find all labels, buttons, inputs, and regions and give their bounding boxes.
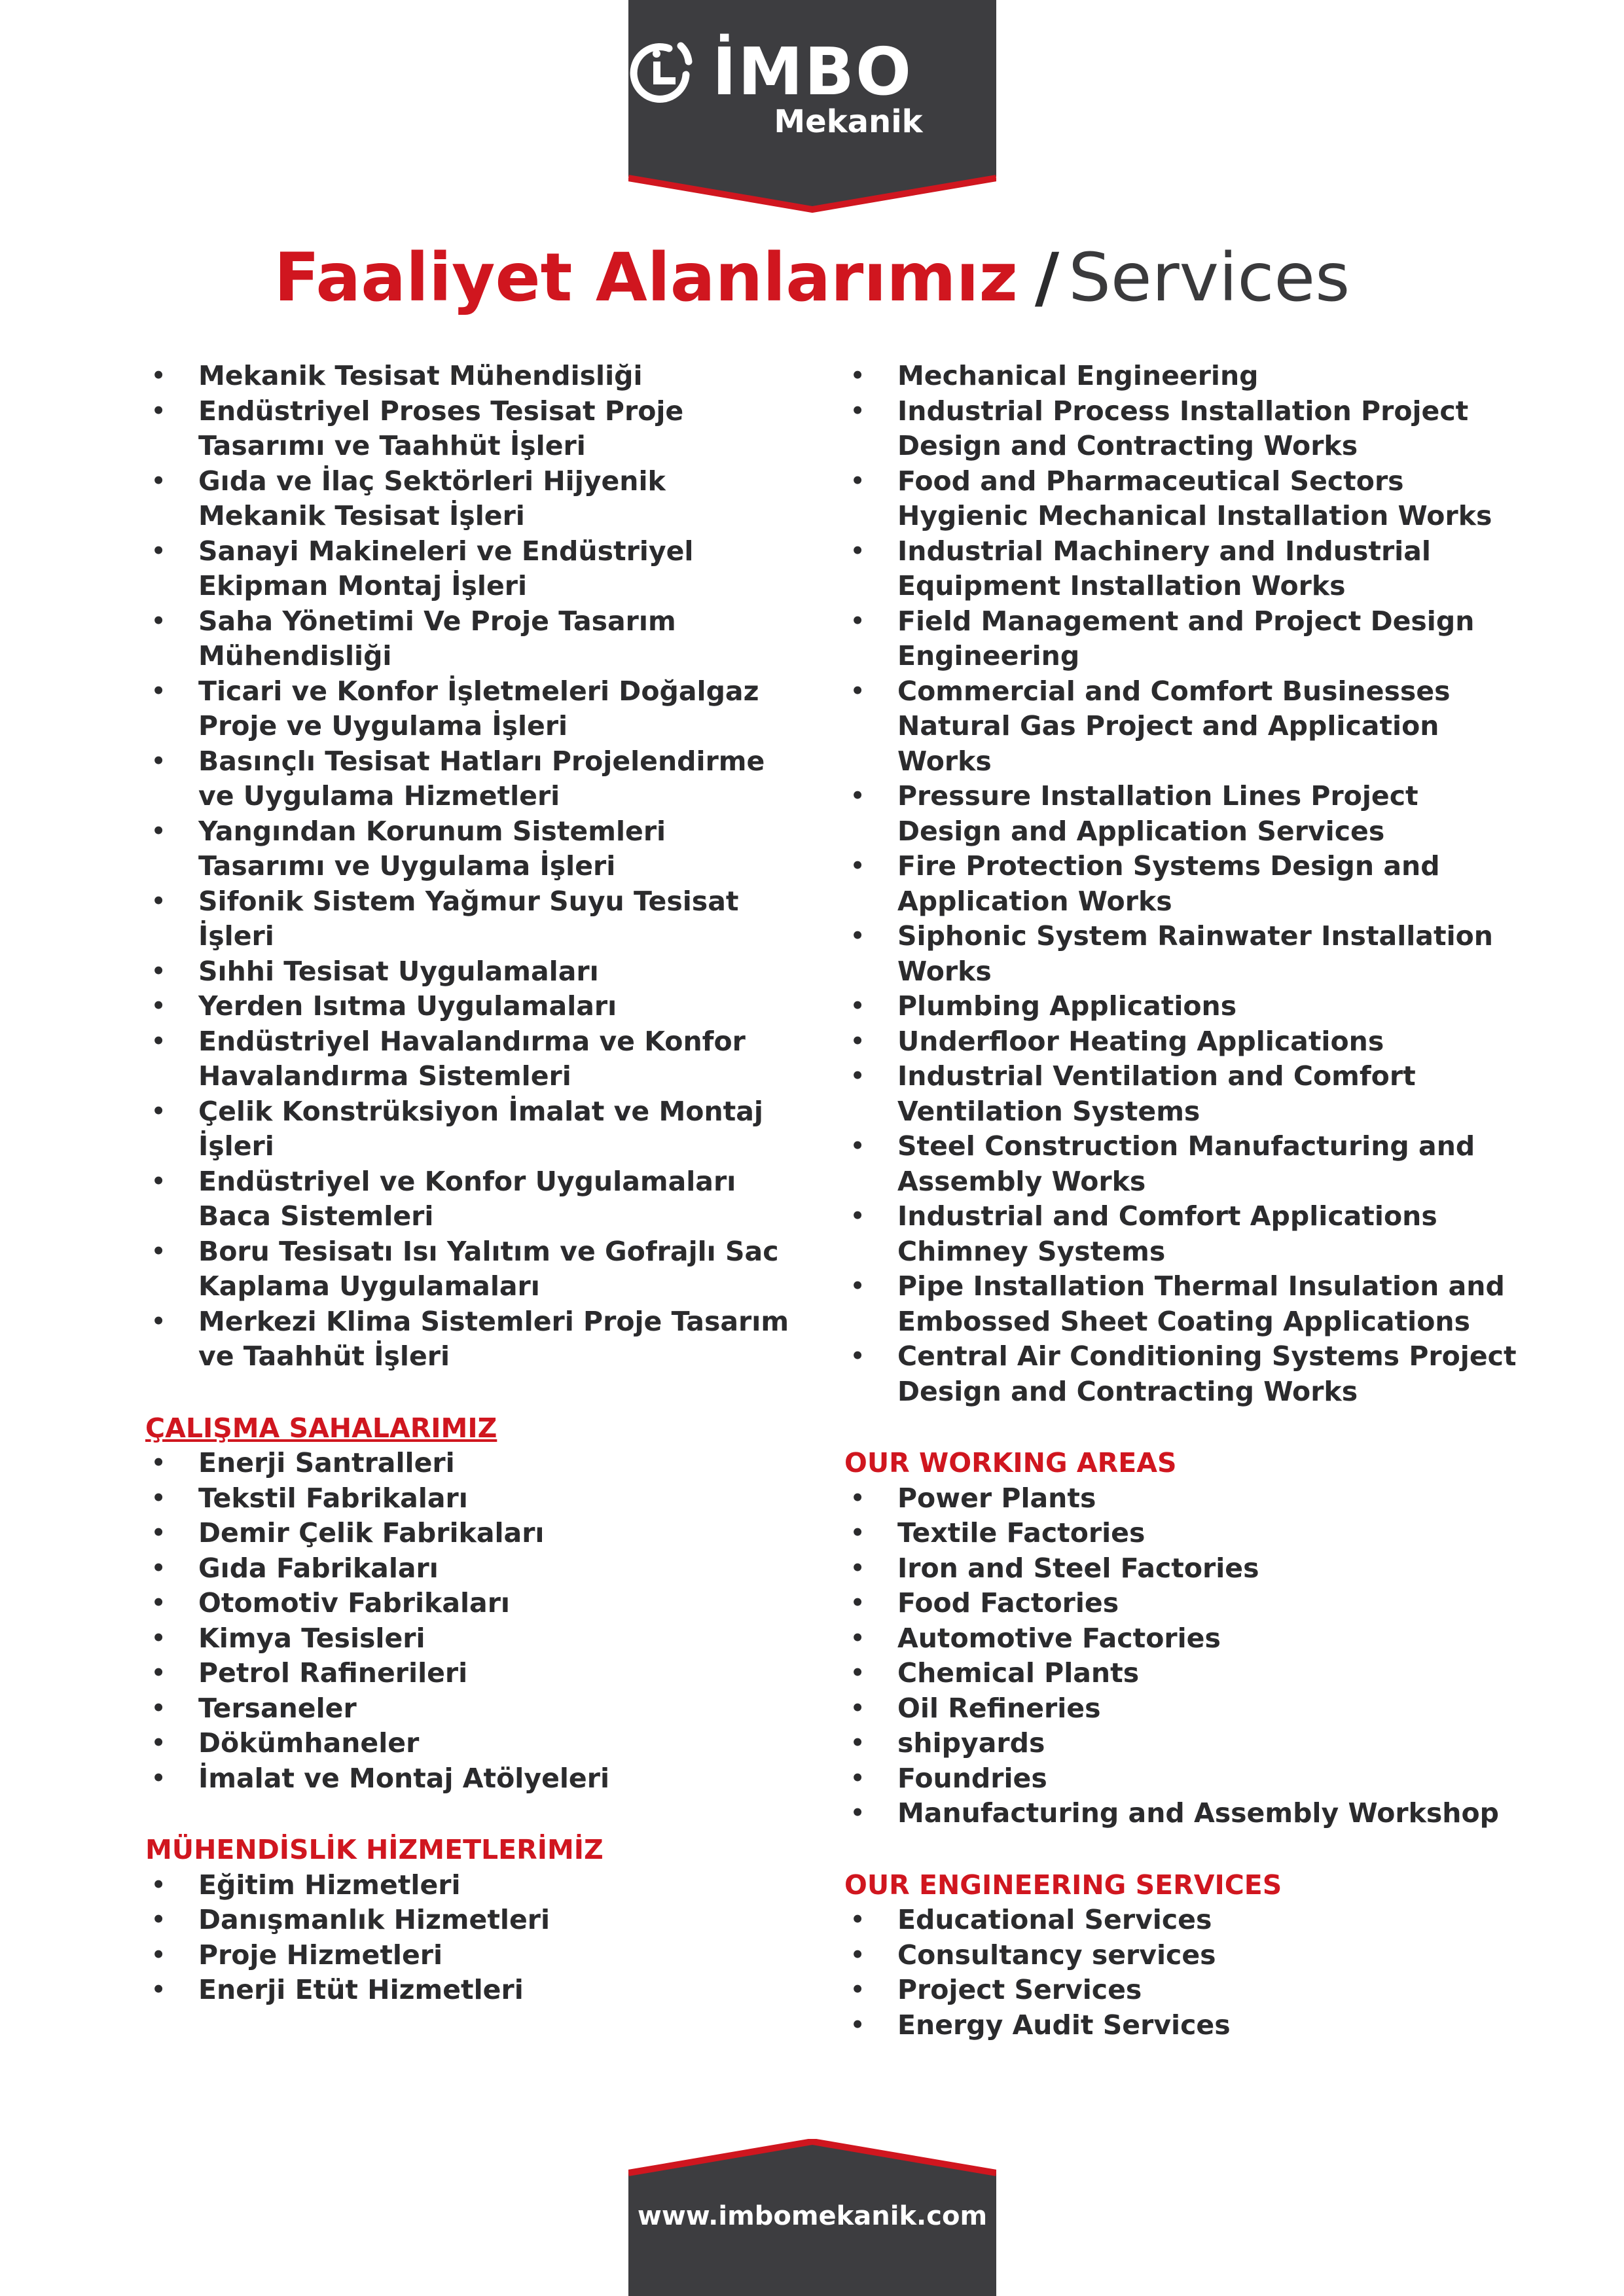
- list-item-text: Pressure Installation Lines Project Design and Application Services: [897, 780, 1418, 847]
- list-item: [844, 1481, 1525, 1516]
- list-item: [145, 1656, 800, 1691]
- left-working-title: ÇALIŞMA SAHALARIMIZ: [145, 1412, 497, 1444]
- list-item-text: Basınçlı Tesisat Hatları Projelendirme ve Uygulama Hizmetleri: [198, 745, 765, 812]
- page-title: [0, 236, 1624, 321]
- list-item: [145, 674, 800, 744]
- list-item: [844, 1059, 1525, 1129]
- list-item-text: Boru Tesisatı Isı Yalıtım ve Gofrajlı Sac Kaplama Uygulamaları: [198, 1235, 779, 1302]
- list-item: [145, 744, 800, 814]
- list-item: [145, 1761, 800, 1797]
- list-item-text: Danışmanlık Hizmetleri: [198, 1904, 550, 1935]
- list-item-text: Industrial Machinery and Industrial Equipment Installation Works: [897, 535, 1431, 601]
- list-item-text: Industrial and Comfort Applications Chimney Systems: [897, 1200, 1437, 1267]
- list-item-text: Fire Protection Systems Design and Application Works: [897, 850, 1440, 917]
- bullet-icon: •: [850, 920, 866, 952]
- bullet-icon: •: [850, 1200, 866, 1232]
- list-item-text: Siphonic System Rainwater Installation Works: [897, 920, 1493, 987]
- list-item: [145, 394, 800, 464]
- list-item: [844, 779, 1525, 849]
- bullet-icon: •: [850, 1904, 866, 1935]
- list-item: [145, 1481, 800, 1516]
- list-item: [145, 1551, 800, 1587]
- list-item: [145, 1973, 800, 2008]
- bullet-icon: •: [151, 1904, 167, 1935]
- list-item-text: Petrol Rafinerileri: [198, 1657, 468, 1689]
- list-item: [145, 1586, 800, 1621]
- list-item-text: Pipe Installation Thermal Insulation and Embossed Sheet Coating Applications: [897, 1270, 1505, 1337]
- bullet-icon: •: [850, 850, 866, 882]
- bullet-icon: •: [850, 1974, 866, 2005]
- list-item-text: Endüstriyel ve Konfor Uygulamaları Baca Sistemleri: [198, 1165, 736, 1232]
- footer-banner: [628, 2139, 996, 2296]
- bullet-icon: •: [850, 1340, 866, 1372]
- list-item-text: Endüstriyel Havalandırma ve Konfor Havalandırma Sistemleri: [198, 1025, 746, 1092]
- list-item: [145, 1304, 800, 1374]
- list-item-text: Gıda Fabrikaları: [198, 1552, 439, 1584]
- list-item: [145, 359, 800, 394]
- list-item: [844, 534, 1525, 604]
- list-item: [145, 1446, 800, 1481]
- bullet-icon: •: [151, 465, 167, 497]
- list-item: [145, 1094, 800, 1164]
- list-item: [844, 919, 1525, 989]
- list-item-text: Yerden Isıtma Uygulamaları: [198, 990, 617, 1022]
- bullet-icon: •: [151, 535, 167, 567]
- list-item-text: Saha Yönetimi Ve Proje Tasarım Mühendisliği: [198, 605, 676, 672]
- list-item: [145, 1903, 800, 1938]
- bullet-icon: •: [151, 1727, 167, 1759]
- list-item: [844, 2008, 1525, 2043]
- website-link[interactable]: www.imbomekanik.com: [637, 2201, 988, 2231]
- list-item-text: Gıda ve İlaç Sektörleri Hijyenik Mekanik Tesisat İşleri: [198, 465, 666, 531]
- list-item-text: Tersaneler: [198, 1692, 357, 1724]
- bullet-icon: •: [151, 1447, 167, 1479]
- bullet-icon: •: [850, 1587, 866, 1619]
- left-engineering-list: [145, 1868, 800, 2008]
- bullet-icon: •: [151, 675, 167, 707]
- list-item: [844, 1339, 1525, 1409]
- bullet-icon: •: [151, 1517, 167, 1549]
- bullet-icon: •: [850, 1657, 866, 1689]
- list-item-text: Food and Pharmaceutical Sectors Hygienic Mechanical Installation Works: [897, 465, 1492, 531]
- bullet-icon: •: [850, 1727, 866, 1759]
- bullet-icon: •: [850, 1270, 866, 1302]
- list-item-text: Mechanical Engineering: [897, 360, 1259, 391]
- list-item: [145, 1516, 800, 1551]
- list-item-text: Textile Factories: [897, 1517, 1146, 1549]
- right-column: [844, 359, 1525, 2043]
- list-item-text: Enerji Etüt Hizmetleri: [198, 1974, 524, 2005]
- bullet-icon: •: [151, 1974, 167, 2005]
- list-item: [145, 1024, 800, 1094]
- list-item-text: Kimya Tesisleri: [198, 1622, 425, 1654]
- bullet-icon: •: [151, 1235, 167, 1267]
- list-item: [844, 1516, 1525, 1551]
- list-item: [145, 884, 800, 954]
- bullet-icon: •: [850, 1482, 866, 1514]
- list-item: [844, 1656, 1525, 1691]
- bullet-icon: •: [151, 1869, 167, 1901]
- list-item: [145, 954, 800, 990]
- list-item-text: Project Services: [897, 1974, 1142, 2005]
- bullet-icon: •: [151, 1939, 167, 1971]
- list-item: [844, 1621, 1525, 1657]
- list-item-text: Sıhhi Tesisat Uygulamaları: [198, 955, 599, 987]
- brand-sub: Mekanik: [774, 103, 923, 140]
- title-tr: Faaliyet Alanlarımız: [274, 239, 1018, 317]
- list-item: [844, 1761, 1525, 1797]
- left-activities-list: [145, 359, 800, 1374]
- list-item: [844, 1938, 1525, 1973]
- list-item: [145, 604, 800, 674]
- bullet-icon: •: [151, 955, 167, 987]
- bullet-icon: •: [151, 1762, 167, 1794]
- list-item: [145, 814, 800, 884]
- header-banner: [628, 0, 996, 219]
- bullet-icon: •: [151, 745, 167, 777]
- bullet-icon: •: [151, 1692, 167, 1724]
- list-item: [844, 394, 1525, 464]
- bullet-icon: •: [151, 360, 167, 391]
- left-column: [145, 359, 800, 2008]
- list-item: [844, 989, 1525, 1024]
- bullet-icon: •: [850, 1517, 866, 1549]
- list-item: [844, 1586, 1525, 1621]
- bullet-icon: •: [850, 780, 866, 812]
- list-item: [844, 1269, 1525, 1339]
- list-item: [844, 849, 1525, 919]
- bullet-icon: •: [151, 605, 167, 637]
- bullet-icon: •: [850, 1622, 866, 1654]
- bullet-icon: •: [850, 1552, 866, 1584]
- bullet-icon: •: [850, 465, 866, 497]
- bullet-icon: •: [850, 1692, 866, 1724]
- list-item-text: Chemical Plants: [897, 1657, 1140, 1689]
- list-item-text: Otomotiv Fabrikaları: [198, 1587, 510, 1619]
- bullet-icon: •: [151, 1587, 167, 1619]
- list-item-text: Energy Audit Services: [897, 2009, 1231, 2041]
- list-item: [145, 1164, 800, 1234]
- list-item-text: shipyards: [897, 1727, 1045, 1759]
- list-item: [844, 674, 1525, 780]
- bullet-icon: •: [151, 990, 167, 1022]
- bullet-icon: •: [850, 1025, 866, 1057]
- bullet-icon: •: [151, 1622, 167, 1654]
- list-item: [145, 1868, 800, 1903]
- bullet-icon: •: [151, 395, 167, 427]
- imbo-logo-icon: [628, 39, 694, 105]
- title-en: Services: [1068, 239, 1350, 317]
- list-item-text: Central Air Conditioning Systems Project Design and Contracting Works: [897, 1340, 1517, 1407]
- list-item-text: Power Plants: [897, 1482, 1096, 1514]
- list-item-text: Industrial Process Installation Project Design and Contracting Works: [897, 395, 1469, 461]
- list-item-text: Endüstriyel Proses Tesisat Proje Tasarımı ve Taahhüt İşleri: [198, 395, 684, 461]
- list-item-text: Demir Çelik Fabrikaları: [198, 1517, 545, 1549]
- list-item-text: Tekstil Fabrikaları: [198, 1482, 468, 1514]
- bullet-icon: •: [850, 605, 866, 637]
- list-item-text: Automotive Factories: [897, 1622, 1221, 1654]
- bullet-icon: •: [850, 1762, 866, 1794]
- list-item-text: Sanayi Makineleri ve Endüstriyel Ekipman Montaj İşleri: [198, 535, 694, 601]
- bullet-icon: •: [151, 1165, 167, 1197]
- bullet-icon: •: [850, 1939, 866, 1971]
- list-item: [145, 1938, 800, 1973]
- bullet-icon: •: [151, 1482, 167, 1514]
- list-item-text: Sifonik Sistem Yağmur Suyu Tesisat İşleri: [198, 885, 739, 952]
- list-item-text: Proje Hizmetleri: [198, 1939, 443, 1971]
- bullet-icon: •: [850, 395, 866, 427]
- bullet-icon: •: [151, 1305, 167, 1337]
- list-item-text: Ticari ve Konfor İşletmeleri Doğalgaz Proje ve Uygulama İşleri: [198, 675, 759, 742]
- list-item-text: Eğitim Hizmetleri: [198, 1869, 461, 1901]
- list-item-text: Steel Construction Manufacturing and Assembly Works: [897, 1130, 1475, 1197]
- right-working-title: OUR WORKING AREAS: [844, 1447, 1177, 1479]
- bullet-icon: •: [151, 1552, 167, 1584]
- list-item: [844, 1796, 1525, 1831]
- list-item: [145, 1726, 800, 1761]
- right-engineering-title: OUR ENGINEERING SERVICES: [844, 1869, 1282, 1901]
- bullet-icon: •: [151, 1025, 167, 1057]
- bullet-icon: •: [850, 990, 866, 1022]
- list-item: [844, 464, 1525, 534]
- list-item: [844, 1129, 1525, 1199]
- left-engineering-title: MÜHENDİSLİK HİZMETLERİMİZ: [145, 1834, 604, 1865]
- list-item-text: İmalat ve Montaj Atölyeleri: [198, 1762, 610, 1794]
- bullet-icon: •: [850, 1060, 866, 1092]
- list-item: [145, 534, 800, 604]
- list-item-text: Plumbing Applications: [897, 990, 1237, 1022]
- list-item: [844, 1691, 1525, 1727]
- list-item-text: Manufacturing and Assembly Workshop: [897, 1797, 1499, 1829]
- bullet-icon: •: [850, 360, 866, 391]
- bullet-icon: •: [850, 2009, 866, 2041]
- list-item: [844, 604, 1525, 674]
- bullet-icon: •: [850, 1130, 866, 1162]
- list-item-text: Oil Refineries: [897, 1692, 1101, 1724]
- list-item-text: Commercial and Comfort Businesses Natural Gas Project and Application Works: [897, 675, 1451, 777]
- list-item-text: Mekanik Tesisat Mühendisliği: [198, 360, 643, 391]
- list-item: [145, 1621, 800, 1657]
- list-item: [145, 989, 800, 1024]
- list-item-text: Industrial Ventilation and Comfort Ventilation Systems: [897, 1060, 1416, 1127]
- bullet-icon: •: [151, 1095, 167, 1127]
- list-item-text: Consultancy services: [897, 1939, 1216, 1971]
- right-working-list: [844, 1481, 1525, 1831]
- list-item-text: Iron and Steel Factories: [897, 1552, 1259, 1584]
- title-separator: /: [1034, 239, 1060, 317]
- left-working-list: [145, 1446, 800, 1796]
- list-item: [145, 1234, 800, 1304]
- list-item: [844, 1903, 1525, 1938]
- list-item-text: Çelik Konstrüksiyon İmalat ve Montaj İşleri: [198, 1095, 763, 1162]
- list-item-text: Merkezi Klima Sistemleri Proje Tasarım ve Taahhüt İşleri: [198, 1305, 789, 1372]
- list-item: [844, 1726, 1525, 1761]
- bullet-icon: •: [850, 535, 866, 567]
- list-item-text: Dökümhaneler: [198, 1727, 420, 1759]
- list-item-text: Foundries: [897, 1762, 1047, 1794]
- list-item: [145, 464, 800, 534]
- right-activities-list: [844, 359, 1525, 1409]
- brand-name: İMBO: [712, 33, 912, 110]
- right-engineering-list: [844, 1903, 1525, 2043]
- list-item-text: Yangından Korunum Sistemleri Tasarımı ve Uygulama İşleri: [198, 815, 666, 882]
- list-item: [844, 1551, 1525, 1587]
- list-item: [844, 1973, 1525, 2008]
- list-item-text: Underfloor Heating Applications: [897, 1025, 1384, 1057]
- list-item: [145, 1691, 800, 1727]
- bullet-icon: •: [151, 815, 167, 847]
- list-item-text: Enerji Santralleri: [198, 1447, 455, 1479]
- list-item: [844, 359, 1525, 394]
- logo: [628, 33, 996, 140]
- list-item: [844, 1199, 1525, 1269]
- bullet-icon: •: [850, 1797, 866, 1829]
- bullet-icon: •: [151, 1657, 167, 1689]
- bullet-icon: •: [151, 885, 167, 917]
- list-item-text: Field Management and Project Design Engineering: [897, 605, 1475, 672]
- list-item-text: Educational Services: [897, 1904, 1212, 1935]
- list-item-text: Food Factories: [897, 1587, 1119, 1619]
- bullet-icon: •: [850, 675, 866, 707]
- list-item: [844, 1024, 1525, 1060]
